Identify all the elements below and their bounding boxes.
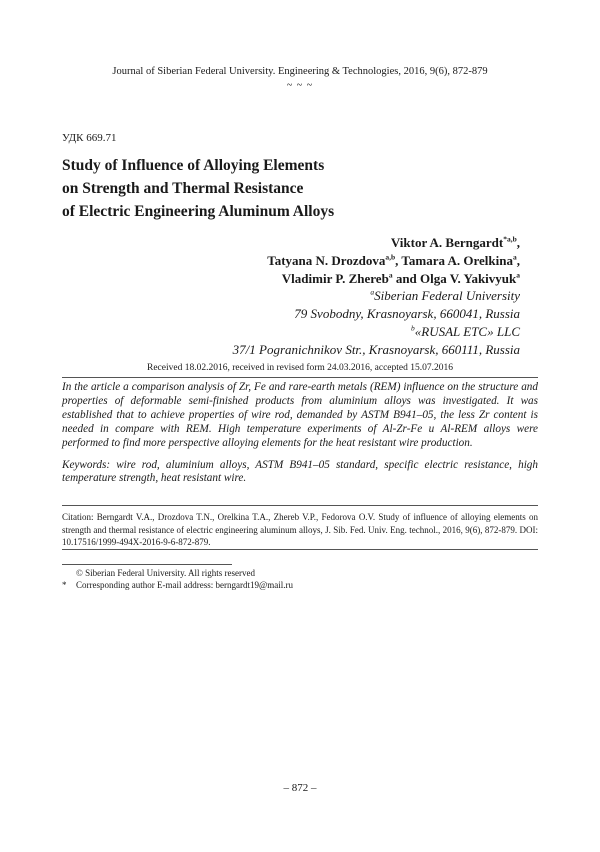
abstract-text: In the article a comparison analysis of Zr, Fe and rare-earth metals (REM) influence on the structure and properties of deformable semi-finished products from aluminium alloys was investigated. It was established that to achieve properties of wire rod, demanded by ASTM B941–05, the less Zr content is needed in compare with REM. High temperature experiments of Al-Zr-Fe и Al-REM alloys were performed to find more perspective alloying elements for the heat resistant wire production. bbox=[62, 381, 538, 449]
copyright-footnote: © Siberian Federal University. All rights reserved bbox=[76, 568, 255, 578]
author-separator: , bbox=[395, 253, 399, 268]
corresponding-author-footnote bbox=[62, 580, 293, 590]
udk-code: УДК 669.71 bbox=[62, 132, 117, 144]
keywords: Keywords: wire rod, aluminium alloys, ASTM B941–05 standard, specific electric resistance, high temperature strength, heat resistant wire. bbox=[62, 458, 538, 485]
title-line-3: of Electric Engineering Aluminum Alloys bbox=[62, 203, 335, 220]
author-separator: , bbox=[516, 235, 520, 250]
footnote-rule bbox=[62, 564, 232, 565]
author-affiliation-mark: a bbox=[516, 270, 520, 280]
affiliation-name: Siberian Federal University bbox=[374, 288, 520, 303]
title-line-2: on Strength and Thermal Resistance bbox=[62, 180, 304, 197]
received-dates: Received 18.02.2016, received in revised form 24.03.2016, accepted 15.07.2016 bbox=[146, 363, 454, 373]
author-separator: , bbox=[516, 253, 520, 268]
title-line-1: Study of Influence of Alloying Elements bbox=[62, 157, 325, 174]
author-name: Viktor A. Berngardt bbox=[390, 235, 504, 250]
journal-header: Journal of Siberian Federal University. Engineering & Technologies, 2016, 9(6), 872-879 bbox=[112, 66, 488, 77]
affiliation-b-address: 37/1 Pogranichnikov Str., Krasnoyarsk, 660111, Russia bbox=[232, 342, 520, 357]
author-conjunction: and bbox=[392, 271, 421, 286]
author-affiliation-mark: a,b bbox=[385, 252, 396, 262]
header-separator: ~ ~ ~ bbox=[286, 80, 314, 91]
affiliation-mark: a bbox=[370, 287, 375, 297]
paper-title bbox=[62, 154, 334, 223]
author-affiliation-mark: *a,b bbox=[503, 234, 517, 244]
author-name: Tatyana N. Drozdova bbox=[267, 253, 386, 268]
affiliation-a-name bbox=[233, 287, 520, 305]
page-number: – 872 – bbox=[283, 782, 317, 794]
footnote-mark: * bbox=[62, 580, 67, 590]
divider bbox=[62, 549, 538, 550]
author-list bbox=[267, 234, 520, 288]
divider bbox=[62, 505, 538, 506]
affiliations bbox=[233, 287, 520, 359]
author-line-3 bbox=[267, 270, 520, 288]
author-name: Vladimir P. Zhereb bbox=[281, 271, 389, 286]
corresponding-author-text: Corresponding author E-mail address: berngardt19@mail.ru bbox=[76, 580, 293, 590]
author-affiliation-mark: a bbox=[513, 252, 517, 262]
affiliation-name: «RUSAL ETC» LLC bbox=[414, 324, 520, 339]
author-line-2 bbox=[267, 252, 520, 270]
affiliation-mark: b bbox=[411, 323, 415, 333]
citation: Citation: Berngardt V.A., Drozdova T.N., Orelkina T.A., Zhereb V.P., Fedorova O.V. Study of influence of alloying elements on strength and thermal resistance of electric engineering aluminum alloys, J. Sib. Fed. Univ. Eng. technol., 2016, 9(6), 872-879. DOI: 10.17516/1999-494X-2016-9-6-872-879. bbox=[62, 512, 538, 547]
affiliation-a-address: 79 Svobodny, Krasnoyarsk, 660041, Russia bbox=[294, 306, 520, 321]
author-line-1 bbox=[267, 234, 520, 252]
author-affiliation-mark: a bbox=[388, 270, 393, 280]
affiliation-b-name bbox=[233, 323, 520, 341]
abstract bbox=[62, 381, 538, 486]
author-name: Tamara A. Orelkina bbox=[401, 253, 513, 268]
author-name: Olga V. Yakivyuk bbox=[420, 271, 517, 286]
divider bbox=[62, 377, 538, 378]
